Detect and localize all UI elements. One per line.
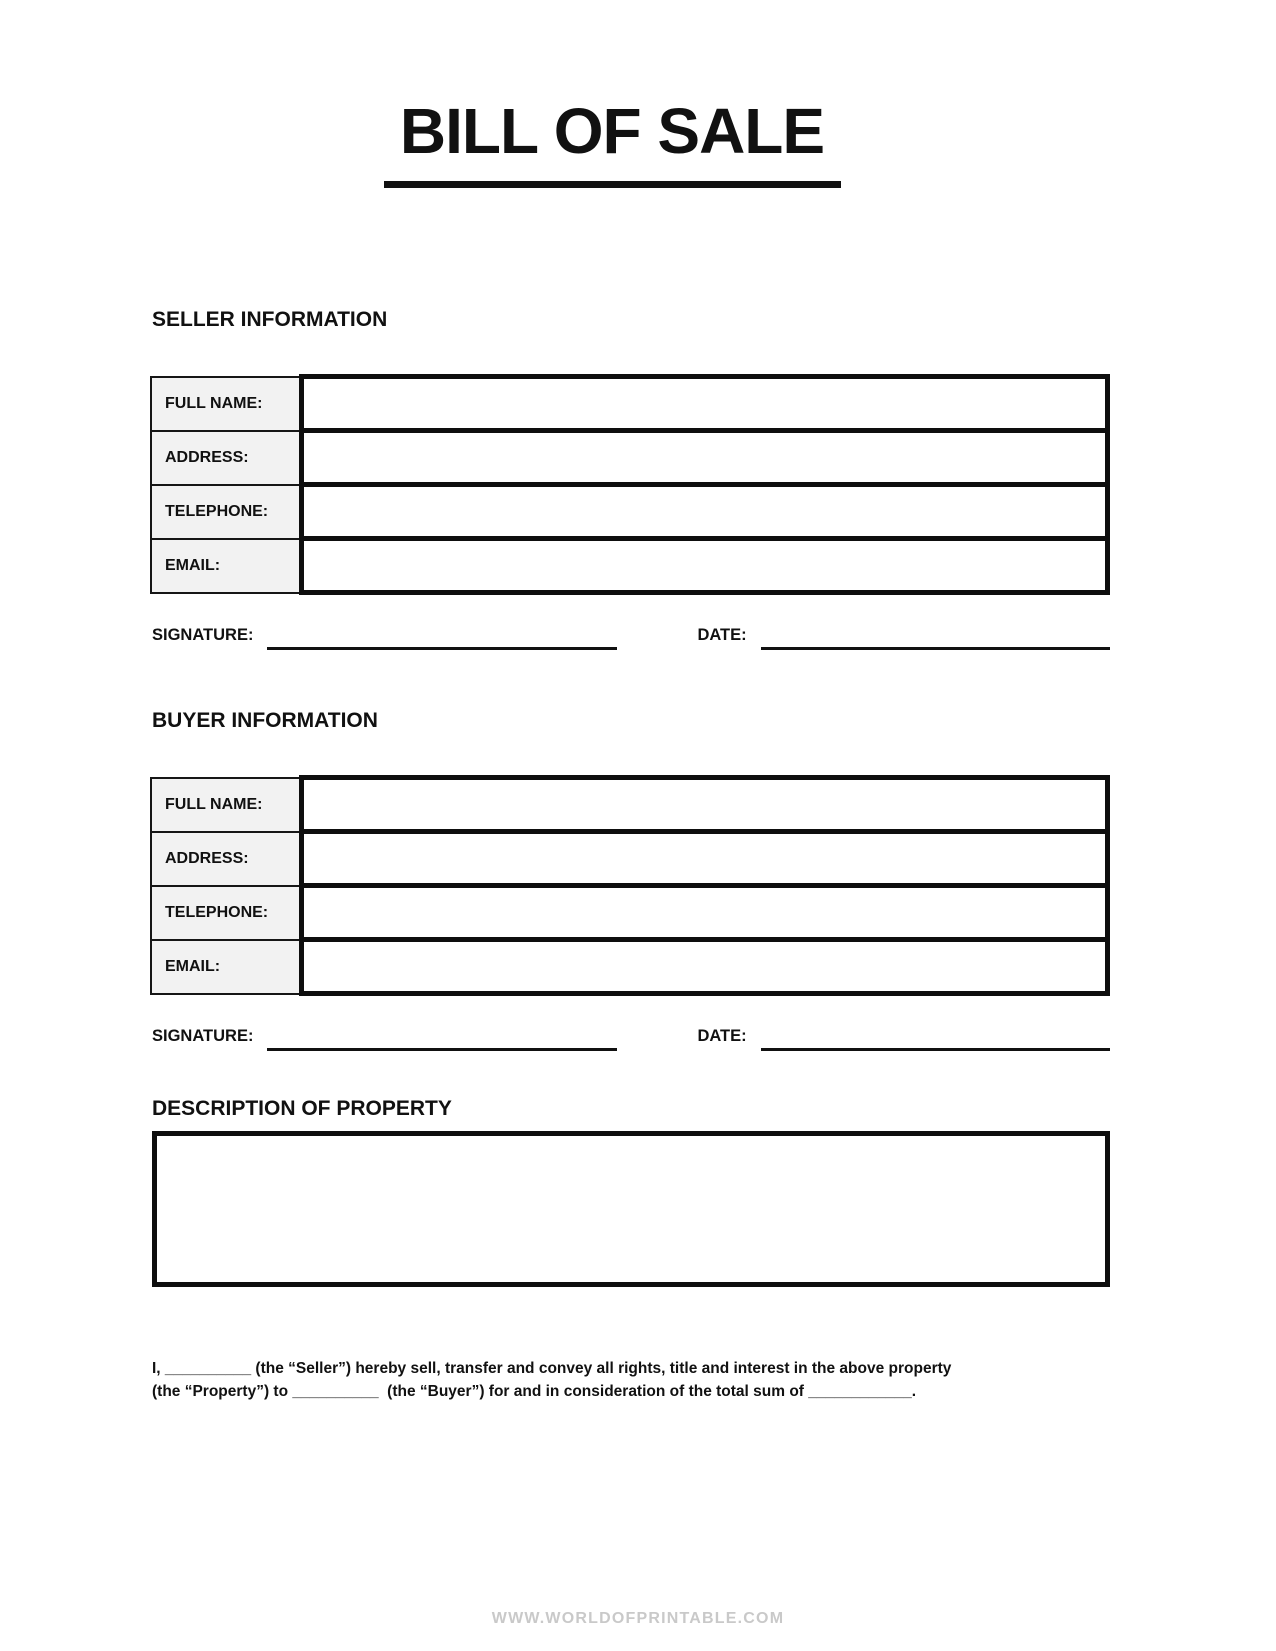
buyer-info-table <box>150 775 1110 996</box>
title-underline-rule <box>384 181 841 188</box>
table-row <box>151 940 1108 994</box>
table-row <box>151 539 1108 593</box>
statement-line-1: I, __________ (the “Seller”) hereby sell, transfer and convey all rights, title and interest in the above property <box>152 1360 952 1377</box>
seller-email-field[interactable] <box>302 539 1108 593</box>
seller-signature-line[interactable] <box>267 647 617 650</box>
field-label: EMAIL: <box>151 940 302 994</box>
buyer-full-name-field[interactable] <box>302 778 1108 832</box>
seller-address-field[interactable] <box>302 431 1108 485</box>
field-label: EMAIL: <box>151 539 302 593</box>
buyer-signature-row <box>152 1021 1110 1051</box>
buyer-email-field[interactable] <box>302 940 1108 994</box>
buyer-address-field[interactable] <box>302 832 1108 886</box>
table-row <box>151 886 1108 940</box>
date-label: DATE: <box>697 626 747 644</box>
buyer-section-heading: BUYER INFORMATION <box>152 709 378 732</box>
signature-label: SIGNATURE: <box>152 626 254 644</box>
field-label: ADDRESS: <box>151 832 302 886</box>
seller-telephone-field[interactable] <box>302 485 1108 539</box>
field-label: FULL NAME: <box>151 377 302 431</box>
field-label: TELEPHONE: <box>151 485 302 539</box>
seller-section-heading: SELLER INFORMATION <box>152 308 388 331</box>
buyer-date-line[interactable] <box>761 1048 1110 1051</box>
table-row <box>151 431 1108 485</box>
footer-website-url: WWW.WORLDOFPRINTABLE.COM <box>491 1610 785 1627</box>
buyer-signature-line[interactable] <box>267 1048 617 1051</box>
table-row <box>151 778 1108 832</box>
seller-full-name-field[interactable] <box>302 377 1108 431</box>
date-label: DATE: <box>697 1027 747 1045</box>
property-section-heading: DESCRIPTION OF PROPERTY <box>152 1097 452 1120</box>
seller-info-table <box>150 374 1110 595</box>
table-row <box>151 377 1108 431</box>
sale-statement <box>152 1357 1152 1403</box>
document-title: BILL OF SALE <box>399 95 825 167</box>
statement-line-2: (the “Property”) to __________ (the “Buyer”) for and in consideration of the total sum of ____________. <box>152 1383 917 1400</box>
table-row <box>151 485 1108 539</box>
field-label: TELEPHONE: <box>151 886 302 940</box>
signature-label: SIGNATURE: <box>152 1027 254 1045</box>
buyer-telephone-field[interactable] <box>302 886 1108 940</box>
seller-signature-row <box>152 620 1110 650</box>
table-row <box>151 832 1108 886</box>
field-label: ADDRESS: <box>151 431 302 485</box>
field-label: FULL NAME: <box>151 778 302 832</box>
property-description-box[interactable] <box>152 1131 1110 1287</box>
seller-date-line[interactable] <box>761 647 1110 650</box>
